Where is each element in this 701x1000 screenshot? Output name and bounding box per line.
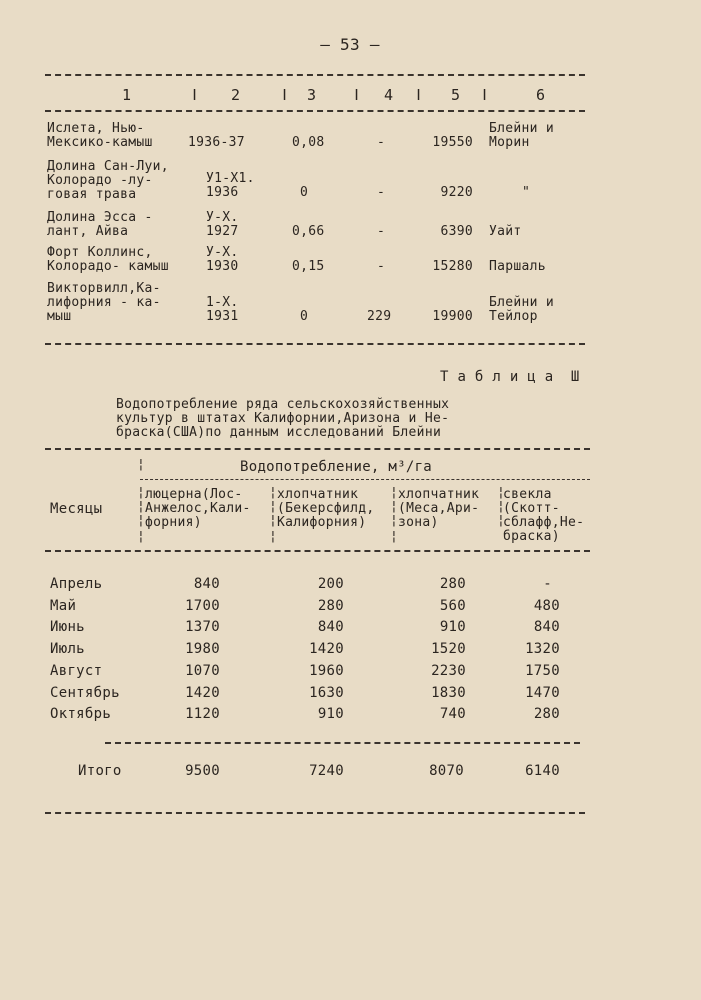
table-cell: 1470 <box>525 685 560 701</box>
divider <box>45 448 590 450</box>
table-cell: 1-Х. <box>206 295 239 310</box>
table-cell: Колорадо -лу- <box>47 173 153 188</box>
table-cell: 740 <box>439 706 466 722</box>
table-cell: 1980 <box>185 641 220 657</box>
divider <box>45 74 585 76</box>
table-cell: У-Х. <box>206 210 239 225</box>
table-cell: 1120 <box>185 706 220 722</box>
table-cell: говая трава <box>47 187 137 202</box>
column-header: 5 <box>451 86 461 104</box>
column-header: 6 <box>536 86 546 104</box>
table-cell: Тейлор <box>489 309 538 324</box>
crop-header: хлопчатник <box>277 487 359 502</box>
divider <box>140 479 590 480</box>
divider <box>45 110 585 112</box>
table-cell: 1420 <box>309 641 344 657</box>
month-label: Сентябрь <box>50 685 120 701</box>
crop-header: Калифорния) <box>277 515 367 530</box>
table-cell: 1960 <box>309 663 344 679</box>
crop-header: Анжелос,Кали- <box>145 501 251 516</box>
month-label: Август <box>50 663 103 679</box>
table-cell: Блейни и <box>489 295 555 310</box>
crop-header: люцерна(Лос- <box>145 487 243 502</box>
table-cell: 1420 <box>185 685 220 701</box>
table-cell: 910 <box>317 706 344 722</box>
column-header: 2 <box>231 86 241 104</box>
crop-header: (Бекерсфилд, <box>277 501 375 516</box>
table-cell: - <box>543 576 552 592</box>
table-cell: " <box>522 185 531 200</box>
table-cell: - <box>377 259 386 274</box>
table-cell: 200 <box>317 576 344 592</box>
table-cell: 840 <box>533 619 560 635</box>
caption-line: Водопотребление ряда сельскохозяйственных <box>116 397 450 412</box>
month-label: Июль <box>50 641 85 657</box>
total-value: 6140 <box>525 763 560 779</box>
table-cell: 280 <box>317 598 344 614</box>
table-cell: 1630 <box>309 685 344 701</box>
table-cell: 6390 <box>440 224 473 239</box>
table-cell: 0,66 <box>292 224 325 239</box>
table-cell: 229 <box>367 309 392 324</box>
table-cell: 15280 <box>432 259 473 274</box>
table-cell: Паршаль <box>489 259 546 274</box>
total-value: 9500 <box>185 763 220 779</box>
table-cell: - <box>377 224 386 239</box>
table-cell: 0 <box>300 309 309 324</box>
caption-line: культур в штатах Калифорнии,Аризона и Не- <box>116 411 450 426</box>
table-cell: лифорния - ка- <box>47 295 161 310</box>
table-cell: 1936 <box>206 185 239 200</box>
table-cell: 1936-37 <box>188 135 245 150</box>
table-cell: Долина Сан-Луи, <box>47 159 169 174</box>
table-cell: Форт Коллинс, <box>47 245 153 260</box>
month-label: Октябрь <box>50 706 112 722</box>
page: — 53 — 1 2 3 4 5 6 ǀ ǀ ǀ ǀ ǀ Ислета, Нью- Мексико-камыш 1936-37 0,08 - 19550 Блейни и Морин Долина Сан-Луи, Колорадо -лу- говая трава У1-Х1. 1936 0 - 9220 " Долина Эсса - лант, Айва У-Х. 1927 0,66 - 6390 Уайт Форт Коллинс, Колорадо- камыш У-Х. 1930 0,15 - 15280 Паршаль Викторвилл,Ка- лифорния - ка- мыш 1-Х. 1931 0 229 19900 Блейни и Тейлор Т а б л и ц а Ш Водопотребление ряда сельскохозяйственных культур в штатах Калифорнии,Аризона и Не- браска(США)по данным исследований Блейни ¦ Водопотребление, м³/га Месяцы ¦ ¦ ¦ ¦ люцерна(Лос- Анжелос,Кали- форния) ¦ ¦ ¦ ¦ хлопчатник (Бекерсфилд, Калифорния) ¦ ¦ ¦ ¦ хлопчатник (Меса,Ари- зона) ¦ ¦ ¦ свекла (Скотт- сблафф,Не- браска) Апрель 840 200 280 - Май 1700 280 560 480 Июнь 1370 840 910 840 Июль 1980 1420 1520 1320 Август 1070 1960 2230 1750 Сентябрь 1420 1630 1830 1470 Октябрь 1120 910 740 280 Итого 9500 7240 8070 6140 <box>0 0 701 1000</box>
crop-header: браска) <box>503 529 560 544</box>
divider <box>45 343 585 345</box>
table-cell: 1520 <box>431 641 466 657</box>
table-cell: 280 <box>533 706 560 722</box>
crop-header: (Меса,Ари- <box>398 501 480 516</box>
table-cell: 1700 <box>185 598 220 614</box>
table-cell: Блейни и <box>489 121 555 136</box>
table-cell: 910 <box>439 619 466 635</box>
table-cell: - <box>377 185 386 200</box>
total-value: 8070 <box>429 763 464 779</box>
table-cell: Мексико-камыш <box>47 135 153 150</box>
month-label: Апрель <box>50 576 103 592</box>
table-cell: 1750 <box>525 663 560 679</box>
month-label: Май <box>50 598 77 614</box>
column-header: 1 <box>122 86 132 104</box>
table-cell: 840 <box>193 576 220 592</box>
table-cell: Долина Эсса - <box>47 210 153 225</box>
table-cell: 480 <box>533 598 560 614</box>
table-cell: 280 <box>439 576 466 592</box>
table-cell: мыш <box>47 309 72 324</box>
table-cell: 1931 <box>206 309 239 324</box>
table-cell: Морин <box>489 135 530 150</box>
months-header: Месяцы <box>50 501 103 517</box>
table-cell: 1320 <box>525 641 560 657</box>
crop-header: форния) <box>145 515 202 530</box>
table-cell: - <box>377 135 386 150</box>
total-value: 7240 <box>309 763 344 779</box>
divider <box>105 742 580 744</box>
table-cell: 0,15 <box>292 259 325 274</box>
table-cell: 560 <box>439 598 466 614</box>
table-cell: Уайт <box>489 224 522 239</box>
divider <box>45 812 585 814</box>
crop-header: (Скотт- <box>503 501 560 516</box>
table-cell: 840 <box>317 619 344 635</box>
table-cell: Викторвилл,Ка- <box>47 281 161 296</box>
table-cell: 19550 <box>432 135 473 150</box>
table-cell: лант, Айва <box>47 224 129 239</box>
crop-header: свекла <box>503 487 552 502</box>
table-cell: У-Х. <box>206 245 239 260</box>
page-number: — 53 — <box>320 35 380 54</box>
table-cell: 1070 <box>185 663 220 679</box>
column-header: 4 <box>384 86 394 104</box>
divider <box>45 550 590 552</box>
table-cell: 9220 <box>440 185 473 200</box>
month-label: Июнь <box>50 619 85 635</box>
table-cell: 1930 <box>206 259 239 274</box>
table-cell: 0,08 <box>292 135 325 150</box>
group-header: Водопотребление, м³/га <box>240 459 433 475</box>
table-cell: 1830 <box>431 685 466 701</box>
crop-header: хлопчатник <box>398 487 480 502</box>
table-cell: 0 <box>300 185 309 200</box>
crop-header: сблафф,Не- <box>503 515 585 530</box>
table-cell: 1370 <box>185 619 220 635</box>
table-cell: У1-Х1. <box>206 171 255 186</box>
table-cell: 19900 <box>432 309 473 324</box>
table-cell: 1927 <box>206 224 239 239</box>
caption-line: браска(США)по данным исследований Блейни <box>116 425 442 440</box>
table-label: Т а б л и ц а Ш <box>440 369 580 385</box>
table-cell: Колорадо- камыш <box>47 259 169 274</box>
total-label: Итого <box>78 763 122 779</box>
table-cell: Ислета, Нью- <box>47 121 145 136</box>
crop-header: зона) <box>398 515 439 530</box>
table-cell: 2230 <box>431 663 466 679</box>
column-header: 3 <box>307 86 317 104</box>
